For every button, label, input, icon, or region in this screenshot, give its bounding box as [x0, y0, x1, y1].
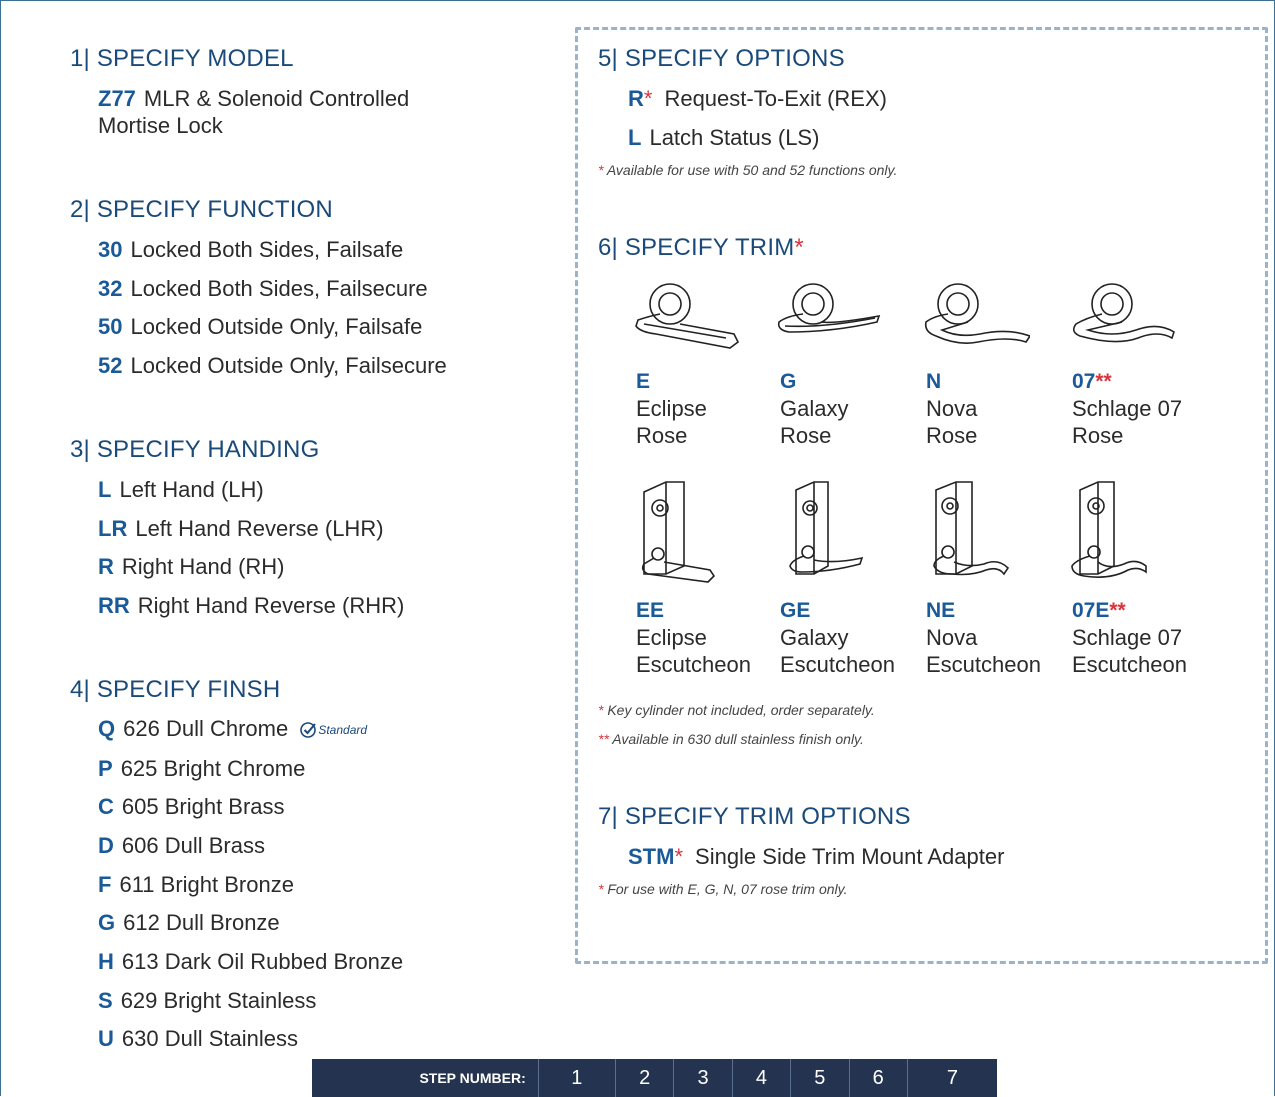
footnote-text: Available in 630 dull stainless finish only.	[612, 731, 864, 747]
section-7-heading: 7| SPECIFY TRIM OPTIONS	[598, 803, 911, 830]
finish-code: U	[98, 1026, 114, 1051]
trim-option-ee[interactable]	[636, 598, 776, 678]
options-footnote	[598, 162, 897, 178]
option-code: R	[628, 86, 644, 111]
finish-label: 625 Bright Chrome	[120, 756, 306, 781]
finish-item	[98, 833, 265, 859]
step-number-label: STEP NUMBER:	[312, 1059, 539, 1097]
asterisk-mark: *	[598, 702, 604, 718]
option-item	[628, 86, 887, 112]
function-item	[98, 276, 428, 302]
step-4: 4	[733, 1059, 791, 1097]
trim-type: Escutcheon	[780, 652, 895, 677]
trim-option-07[interactable]	[1072, 369, 1212, 449]
trim-type: Rose	[636, 423, 688, 448]
check-circle-icon	[300, 721, 318, 739]
standard-badge-label: Standard	[318, 723, 368, 738]
handing-label: Right Hand Reverse (RHR)	[137, 593, 405, 618]
step-7: 7	[946, 1067, 958, 1089]
asterisk-mark: *	[794, 234, 804, 261]
footnote-text: For use with E, G, N, 07 rose trim only.	[607, 881, 848, 897]
eclipse-rose-image	[630, 280, 742, 360]
model-desc-line2: Mortise Lock	[98, 113, 223, 138]
trim-option-code: STM	[628, 844, 675, 869]
trim-option-ge[interactable]	[780, 598, 920, 678]
handing-label: Right Hand (RH)	[121, 554, 285, 579]
trim-name: Eclipse	[636, 396, 707, 421]
trim-option-label: Single Side Trim Mount Adapter	[695, 844, 1005, 869]
handing-item	[98, 477, 264, 503]
option-code: L	[628, 125, 642, 150]
finish-label: 611 Bright Bronze	[119, 872, 294, 897]
finish-item	[98, 794, 285, 820]
finish-label: 630 Dull Stainless	[121, 1026, 298, 1051]
section-5-heading: 5| SPECIFY OPTIONS	[598, 45, 845, 72]
trim-type: Escutcheon	[636, 652, 751, 677]
trim-code: E	[636, 370, 651, 393]
finish-code: G	[98, 910, 116, 935]
trim-name: Schlage 07	[1072, 625, 1183, 650]
finish-label: 612 Dull Bronze	[123, 910, 280, 935]
finish-code: F	[98, 872, 112, 897]
trim-option-07e[interactable]	[1072, 598, 1212, 678]
finish-label: 629 Bright Stainless	[120, 988, 317, 1013]
function-item	[98, 237, 403, 263]
option-label: Request-To-Exit (REX)	[664, 86, 887, 111]
step-number-bar	[312, 1059, 997, 1097]
trim-name: Nova	[926, 396, 978, 421]
nova-escutcheon-image	[928, 478, 1012, 588]
finish-label: 606 Dull Brass	[121, 833, 265, 858]
schlage-07-escutcheon-image	[1066, 478, 1150, 588]
trim-option-e[interactable]	[636, 369, 776, 449]
model-desc-line1: MLR & Solenoid Controlled	[143, 86, 410, 111]
handing-code: LR	[98, 516, 128, 541]
finish-item	[98, 910, 280, 936]
handing-code: R	[98, 554, 114, 579]
asterisk-mark: *	[598, 881, 604, 897]
handing-code: L	[98, 477, 112, 502]
finish-item	[98, 1026, 298, 1052]
finish-code: P	[98, 756, 113, 781]
trim-type: Escutcheon	[926, 652, 1041, 677]
section-4-heading: 4| SPECIFY FINSH	[70, 676, 281, 703]
option-label: Latch Status (LS)	[649, 125, 820, 150]
schlage-07-rose-image	[1066, 280, 1178, 360]
function-code: 30	[98, 237, 123, 262]
step-6: 6	[850, 1059, 908, 1097]
handing-label: Left Hand (LH)	[119, 477, 264, 502]
asterisk-mark: *	[674, 844, 684, 869]
section-6-title: 6| SPECIFY TRIM	[598, 234, 795, 261]
double-asterisk-mark: **	[1095, 370, 1112, 393]
function-label: Locked Both Sides, Failsafe	[130, 237, 404, 262]
function-item	[98, 353, 447, 379]
trim-name: Schlage 07	[1072, 396, 1183, 421]
trim-footnote-2	[598, 731, 864, 747]
finish-item	[98, 872, 294, 898]
trim-name: Nova	[926, 625, 978, 650]
finish-item	[98, 716, 367, 742]
galaxy-rose-image	[773, 280, 885, 360]
section-3-heading: 3| SPECIFY HANDING	[70, 436, 320, 463]
trim-code: 07	[1072, 370, 1096, 393]
trim-name: Galaxy	[780, 396, 849, 421]
trim-code: N	[926, 370, 942, 393]
function-label: Locked Outside Only, Failsecure	[130, 353, 447, 378]
section-6-heading	[598, 234, 804, 262]
finish-item	[98, 756, 305, 782]
trim-code: NE	[926, 599, 956, 622]
trim-type: Rose	[926, 423, 978, 448]
step-1: 1	[539, 1059, 616, 1097]
step-2: 2	[616, 1059, 674, 1097]
asterisk-mark: *	[643, 86, 653, 111]
handing-item	[98, 516, 384, 542]
trim-name: Galaxy	[780, 625, 849, 650]
eclipse-escutcheon-image	[636, 478, 720, 588]
handing-label: Left Hand Reverse (LHR)	[135, 516, 384, 541]
model-row	[98, 86, 409, 112]
function-label: Locked Outside Only, Failsafe	[130, 314, 423, 339]
finish-item	[98, 988, 316, 1014]
option-item	[628, 125, 819, 151]
finish-label: 626 Dull Chrome	[123, 716, 289, 741]
model-code: Z77	[98, 86, 136, 111]
footnote-text: Key cylinder not included, order separately.	[607, 702, 875, 718]
trim-type: Rose	[1072, 423, 1124, 448]
trim-type: Rose	[780, 423, 832, 448]
trim-code: 07E	[1072, 599, 1110, 622]
double-asterisk-mark: **	[598, 731, 609, 747]
trim-name: Eclipse	[636, 625, 707, 650]
trim-option-ne[interactable]	[926, 598, 1066, 678]
trim-code: G	[780, 370, 797, 393]
footnote-text: Available for use with 50 and 52 functions only.	[606, 162, 898, 178]
trim-option-g[interactable]	[780, 369, 920, 449]
trim-options-footnote	[598, 881, 848, 897]
trim-type: Escutcheon	[1072, 652, 1187, 677]
trim-code: EE	[636, 599, 665, 622]
handing-item	[98, 593, 404, 619]
function-code: 32	[98, 276, 123, 301]
handing-code: RR	[98, 593, 130, 618]
nova-rose-image	[918, 280, 1030, 360]
galaxy-escutcheon-image	[784, 478, 868, 588]
trim-code: GE	[780, 599, 811, 622]
section-1-heading: 1| SPECIFY MODEL	[70, 45, 294, 72]
trim-footnote-1	[598, 702, 875, 718]
finish-label: 613 Dark Oil Rubbed Bronze	[121, 949, 404, 974]
trim-option-n[interactable]	[926, 369, 1066, 449]
trim-option-item	[628, 844, 1004, 870]
handing-item	[98, 554, 285, 580]
asterisk-mark: *	[598, 162, 604, 178]
function-label: Locked Both Sides, Failsecure	[130, 276, 428, 301]
finish-code: C	[98, 794, 114, 819]
finish-code: Q	[98, 716, 116, 741]
step-3: 3	[674, 1059, 732, 1097]
function-code: 50	[98, 314, 123, 339]
section-2-heading: 2| SPECIFY FUNCTION	[70, 196, 333, 223]
finish-item	[98, 949, 403, 975]
function-code: 52	[98, 353, 123, 378]
double-asterisk-mark: **	[1109, 599, 1126, 622]
finish-label: 605 Bright Brass	[121, 794, 285, 819]
standard-badge	[300, 721, 367, 739]
finish-code: H	[98, 949, 114, 974]
finish-code: S	[98, 988, 113, 1013]
function-item	[98, 314, 422, 340]
finish-code: D	[98, 833, 114, 858]
step-5: 5	[791, 1059, 849, 1097]
